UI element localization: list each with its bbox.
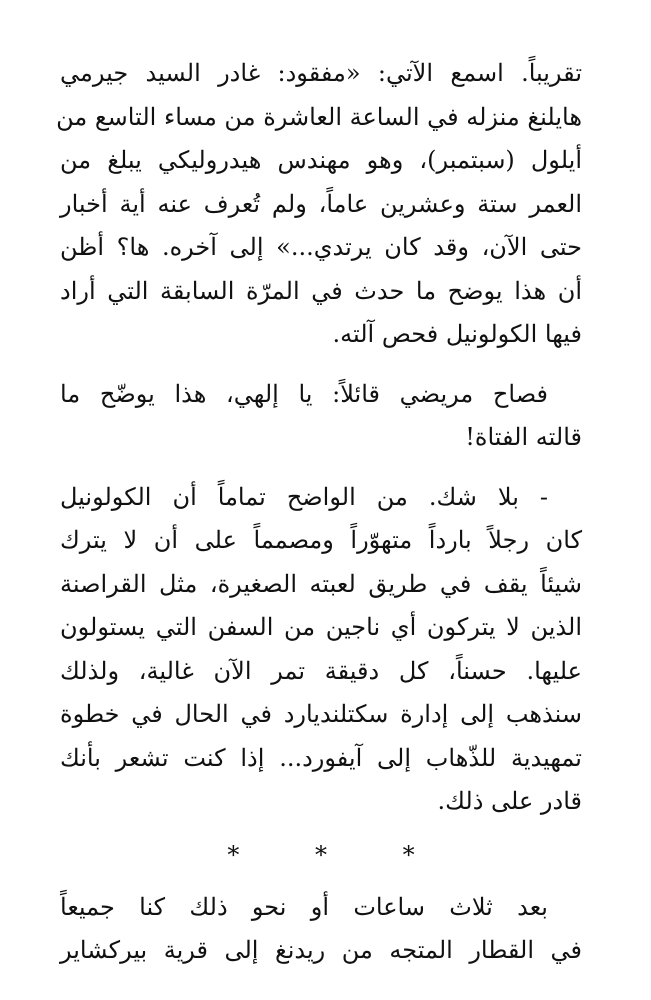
text-line: سنذهب إلى إدارة سكتلنديارد في الحال في خطوة [60, 700, 582, 728]
text-line: تمهيدية للذّهاب إلى آيفورد... إذا كنت تشعر بأنك [60, 743, 582, 772]
text-line: عليها. حسناً، كل دقيقة تمر الآن غالية، ولذلك [60, 656, 582, 685]
text-line: بعد ثلاث ساعات أو نحو ذلك كنا جميعاً [60, 892, 548, 921]
section-separator: * * * [227, 840, 449, 869]
text-line: العمر ستة وعشرين عاماً، ولم تُعرف عنه أية أخبار [60, 189, 582, 218]
paragraph-1 [56, 52, 582, 357]
text-line: في القطار المتجه من ريدنغ إلى قرية بيركشاير [60, 936, 582, 964]
text-line: - بلا شك. من الواضح تماماً أن الكولونيل [60, 482, 548, 511]
paragraph-gap [60, 357, 582, 373]
text-line: تقريباً. اسمع الآتي: «مفقود: غادر السيد جيرمي [60, 59, 582, 87]
text-line: قادر على ذلك. [437, 787, 582, 815]
text-line: هايلنغ منزله في الساعة العاشرة من مساء التاسع من [56, 102, 582, 131]
book-page [56, 52, 582, 973]
paragraph-gap [60, 460, 582, 476]
text-line: أن هذا يوضح ما حدث في المرّة السابقة التي أراد [60, 276, 582, 305]
text-line: شيئاً يقف في طريق لعبته الصغيرة، مثل القراصنة [60, 569, 582, 598]
text-line: أيلول (سبتمبر)، وهو مهندس هيدروليكي يبلغ من [60, 146, 582, 174]
paragraph-2 [60, 373, 582, 460]
text-line: الذين لا يتركون أي ناجين من السفن التي يستولون [60, 613, 582, 641]
text-line: فصاح مريضي قائلاً: يا إلهي، هذا يوضّح ما [60, 379, 548, 408]
text-line: كان رجلاً بارداً متهوّراً ومصمماً على أن لا يترك [60, 526, 582, 554]
text-line: حتى الآن، وقد كان يرتدي...» إلى آخره. ها؟ أظن [60, 233, 582, 261]
text-line: فيها الكولونيل فحص آلته. [332, 320, 582, 348]
text-line: قالته الفتاة! [465, 423, 582, 451]
paragraph-4 [60, 886, 582, 973]
paragraph-3 [60, 476, 582, 824]
